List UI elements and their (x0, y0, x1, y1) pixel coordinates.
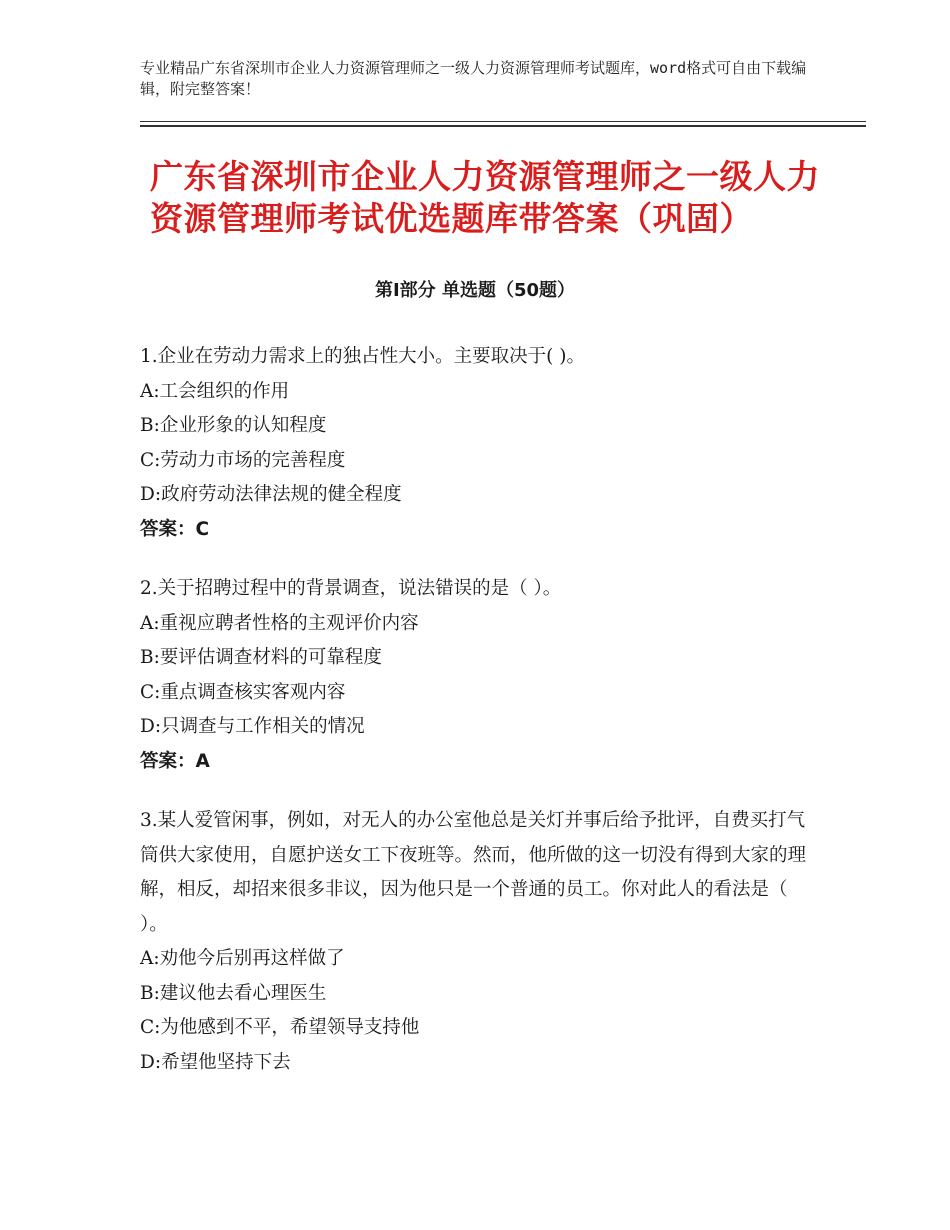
document-title: 广东省深圳市企业人力资源管理师之一级人力资源管理师考试优选题库带答案（巩固） (150, 157, 820, 238)
option-a: A:重视应聘者性格的主观评价内容 (140, 612, 419, 634)
header-divider-thick (140, 125, 866, 127)
header-divider-thin (140, 121, 866, 122)
option-b: B:要评估调查材料的可靠程度 (140, 647, 382, 668)
option-d: D:希望他坚持下去 (140, 1051, 291, 1073)
header-note: 专业精品广东省深圳市企业人力资源管理师之一级人力资源管理师考试题库，word格式可自由下载编辑，附完整答案！ (140, 59, 807, 98)
question-2 (140, 572, 810, 779)
answer: 答案：C (140, 518, 210, 540)
option-a: A:工会组织的作用 (140, 380, 290, 402)
section-title: 第Ⅰ部分 单选题（50题） (374, 280, 575, 301)
option-c: C:为他感到不平，希望领导支持他 (140, 1017, 420, 1038)
question-1 (140, 340, 810, 547)
option-b: B:建议他去看心理医生 (140, 982, 327, 1004)
option-c: C:劳动力市场的完善程度 (140, 449, 346, 471)
question-stem: 2.关于招聘过程中的背景调查，说法错误的是（ ）。 (140, 578, 562, 599)
option-d: D:政府劳动法律法规的健全程度 (140, 484, 402, 505)
option-d: D:只调查与工作相关的情况 (140, 716, 365, 737)
question-3 (140, 804, 810, 1080)
question-list (140, 340, 810, 1105)
option-b: B:企业形象的认知程度 (140, 415, 327, 436)
question-stem: 3.某人爱管闲事，例如，对无人的办公室他总是关灯并事后给予批评，自费买打气筒供大家使用，自愿护送女工下夜班等。然而，他所做的这一切没有得到大家的理解，相反，却招来很多非议，因为他只是一个普通的员工。你对此人的看法是（ ）。 (140, 810, 807, 935)
answer: 答案：A (140, 750, 210, 772)
option-a: A:劝他今后别再这样做了 (140, 948, 345, 969)
question-stem: 1.企业在劳动力需求上的独占性大小。主要取决于( )。 (140, 346, 585, 367)
option-c: C:重点调查核实客观内容 (140, 681, 346, 703)
